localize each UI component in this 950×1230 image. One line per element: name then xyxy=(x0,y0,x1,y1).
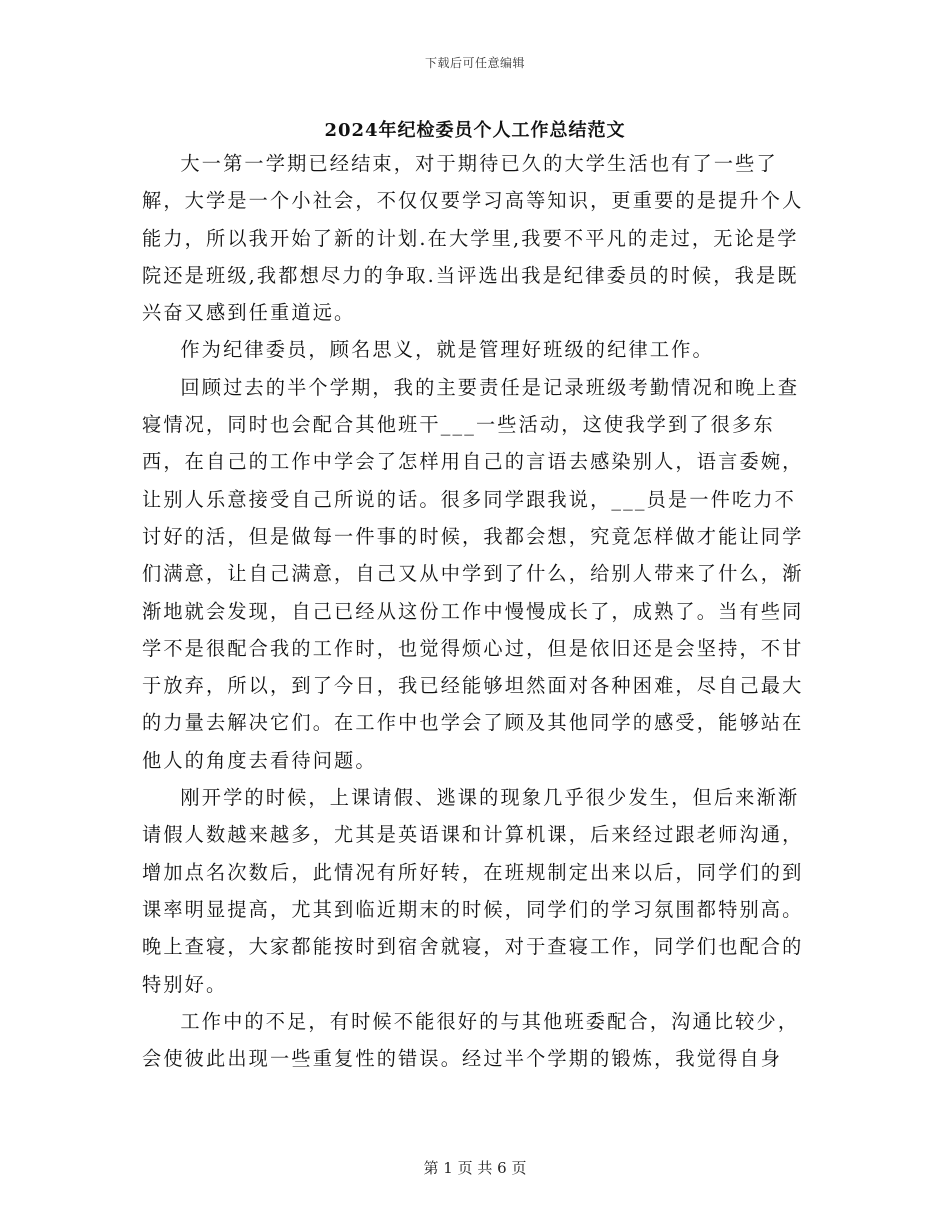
page-header-note: 下载后可任意编辑 xyxy=(424,56,525,70)
document-title: 2024年纪检委员个人工作总结范文 xyxy=(324,120,626,141)
paragraph: 作为纪律委员，顾名思义，就是管理好班级的纪律工作。 xyxy=(180,338,714,362)
paragraph: 工作中的不足，有时候不能很好的与其他班委配合，沟通比较少，会使彼此出现一些重复性的错误。经过半个学期的锻炼，我觉得自身 xyxy=(142,1009,800,1071)
paragraph: 回顾过去的半个学期，我的主要责任是记录班级考勤情况和晚上查寝情况，同时也会配合其他班干___一些活动，这使我学到了很多东西，在自己的工作中学会了怎样用自己的言语去感染别人，语言委婉，让别人乐意接受自己所说的话。很多同学跟我说，___员是一件吃力不讨好的活，但是做每一件事的时候，我都会想，究竟怎样做才能让同学们满意，让自己满意，自己又从中学到了什么，给别人带来了什么，渐渐地就会发现，自己已经从这份工作中慢慢成长了，成熟了。当有些同学不是很配合我的工作时，也觉得烦心过，但是依旧还是会坚持，不甘于放弃，所以，到了今日，我已经能够坦然面对各种困难，尽自己最大的力量去解决它们。在工作中也学会了顾及其他同学的感受，能够站在他人的角度去看待问题。 xyxy=(142,375,804,772)
page-number: 第 1 页 共 6 页 xyxy=(423,1159,527,1177)
paragraph: 大一第一学期已经结束，对于期待已久的大学生活也有了一些了解，大学是一个小社会，不仅仅要学习高等知识，更重要的是提升个人能力，所以我开始了新的计划.在大学里,我要不平凡的走过，无论是学院还是班级,我都想尽力的争取.当评选出我是纪律委员的时候，我是既兴奋又感到任重道远。 xyxy=(142,152,804,325)
document-body xyxy=(142,145,808,1077)
paragraph: 刚开学的时候，上课请假、逃课的现象几乎很少发生，但后来渐渐请假人数越来越多，尤其是英语课和计算机课，后来经过跟老师沟通，增加点名次数后，此情况有所好转，在班规制定出来以后，同学们的到课率明显提高，尤其到临近期末的时候，同学们的学习氛围都特别高。晚上查寝，大家都能按时到宿舍就寝，对于查寝工作，同学们也配合的特别好。 xyxy=(142,786,804,996)
